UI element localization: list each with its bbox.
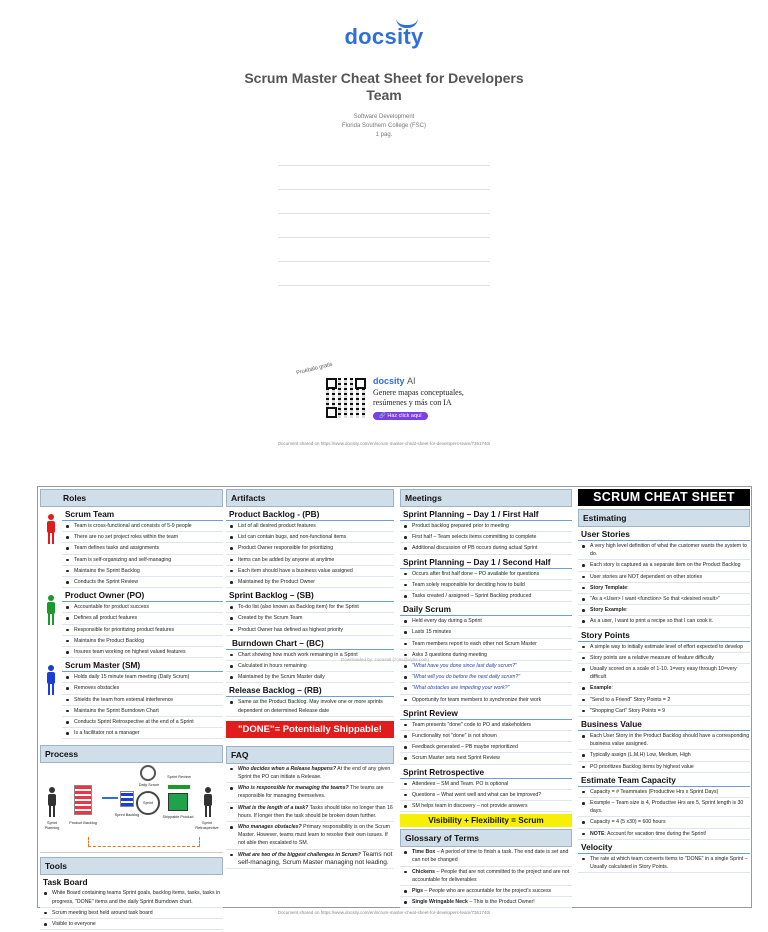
label-daily-scrum: Daily Scrum [138,783,160,788]
logo-text: docsity [344,24,424,49]
list-item: PO prioritizes Backlog items by highest value [578,762,750,773]
divider-line [278,165,490,166]
glossary-item: Single Wringable Neck – This is the Product Owner! [400,897,572,908]
sprint-review-title: Sprint Review [400,707,572,720]
daily-scrum-title: Daily Scrum [400,603,572,616]
list-item: "Send to a Friend" Story Points = 2 [578,695,750,706]
list-item: Lasts 15 minutes [400,627,572,638]
list-item: Feedback generated – PB maybe reprioritized [400,742,572,753]
artifacts-header: Artifacts [226,489,394,507]
sp2-title: Sprint Planning – Day 1 / Second Half [400,556,572,569]
list-item: There are no set project roles within the team [62,532,223,543]
meetings-column [400,489,572,907]
list-item: Team members report to each other not Scrum Master [400,639,572,650]
list-item: The rate at which team converts items to "DONE" in a single Sprint – Usually calculated in Story Points. [578,854,750,873]
glossary-list [400,847,572,908]
estimating-header: Estimating [578,509,750,527]
user-stories-list [578,541,750,628]
list-item: Product backlog prepared prior to meeting [400,521,572,532]
list-item: Story points are a relative measure of feature difficulty [578,653,750,664]
list-item: Example: [578,683,750,694]
velocity-title: Velocity [578,841,750,854]
list-item: Asks 3 questions during meeting [400,650,572,661]
label-shippable-product: Shippable Product [162,815,194,820]
process-header: Process [40,745,223,763]
question-item: "What have you done since last daily scrum?" [400,661,572,672]
list-item: White Board containing teams Sprint goals, backlog items, tasks, tasks in progress, "DONE" items and the daily Sprint Burndown chart. [40,888,223,907]
list-item: Visible to everyone [40,919,223,930]
list-item: Story Example: [578,605,750,616]
red-person-icon [45,514,57,544]
list-item: Conducts Sprint Retrospective at the end of a Sprint [62,717,223,728]
sb-title: Sprint Backlog – (SB) [226,589,394,602]
arrow-icon [102,797,118,799]
po-list [62,602,223,658]
list-item: To-do list (also known as Backlog item) for the Sprint [226,602,394,613]
label-sprint-backlog: Sprint Backlog [114,813,140,818]
list-item: A simple way to initially estimate level of effort expected to develop [578,642,750,653]
sm-list [62,672,223,739]
rb-list [226,697,394,716]
sp1-title: Sprint Planning – Day 1 / First Half [400,508,572,521]
retrospective-title: Sprint Retrospective [400,766,572,779]
estimating-column [578,489,750,907]
process-diagram [40,763,223,853]
po-title: Product Owner (PO) [62,589,223,602]
list-item: Functionality not "done" is not shown [400,731,572,742]
feedback-loop-arrow [88,837,200,847]
list-item: Maintained by the Product Owner [226,577,394,588]
list-item: Example – Team size is 4, Productive Hrs are 5, Sprint length is 30 days. [578,798,750,817]
scrum-team-list [62,521,223,588]
list-item: Each story is captured as a separate item on the Product Backlog [578,560,750,571]
visibility-flexibility-banner: Visibility + Flexibility = Scrum [400,814,572,827]
document-title: Scrum Master Cheat Sheet for Developers Team [244,70,524,103]
roles-header: Roles [40,489,223,507]
list-item: Held every day during a Sprint [400,616,572,627]
list-item: Chart showing how much work remaining in a Sprint [226,650,394,661]
team-capacity-list [578,787,750,840]
pb-title: Product Backlog - (PB) [226,508,394,521]
review-bar [168,785,190,789]
qr-code-icon[interactable] [326,378,366,418]
person-icon [202,787,214,817]
promo-cta-button[interactable]: 🔗 Haz click aquí [373,412,428,420]
list-item: Occurs after first half done – PO available for questions [400,569,572,580]
faq-item: What is the length of a task? Tasks should take no longer than 16 hours. If longer then the task should be broken down further. [226,803,394,822]
scrum-team-section [40,508,223,588]
sm-title: Scrum Master (SM) [62,659,223,672]
roles-column [40,489,223,928]
shippable-product-box [168,793,188,811]
list-item: Scrum Master sets next Sprint Review [400,753,572,764]
meta-subject: Software Development [353,114,415,120]
tools-header: Tools [40,857,223,875]
list-item: Holds daily 15 minute team meeting (Daily Scrum) [62,672,223,683]
meta-school: Florida Southern College (FSC) [341,123,427,129]
promo-tag: Pruébalo gratis [295,361,334,377]
task-board-title: Task Board [43,877,88,888]
shared-notice-bottom[interactable]: Document shared on https://www.docsity.com/en/scrum-master-cheat-sheet-for-developers-team/7361740/ [277,910,491,915]
list-item: A very high level definition of what the customer wants the system to do. [578,541,750,560]
business-value-title: Business Value [578,718,750,731]
list-item: Scrum meeting best held around task board [40,908,223,919]
list-item: Created by the Scrum Team [226,613,394,624]
list-item: Questions – What went well and what can be improved? [400,790,572,801]
user-stories-title: User Stories [578,528,750,541]
list-item: Shields the team from external interference [62,695,223,706]
list-item: Conducts the Sprint Review [62,577,223,588]
daily-scrum-after [400,695,572,706]
list-item: Story Template: [578,583,750,594]
list-item: User stories are NOT dependent on other stories [578,572,750,583]
daily-scrum-cycle-icon [140,765,156,781]
list-item: List can contain bugs, and non-functional items [226,532,394,543]
list-item: "Shopping Cart" Story Points = 9 [578,706,750,717]
sprint-review-list [400,720,572,765]
list-item: "As a <User> I want <function> So that <desired result>" [578,594,750,605]
faq-item: Who manages obstacles? Primary responsibility is on the Scrum Master. However, teams must learn to resolve their own issues. If not able then escalated to SM. [226,822,394,850]
list-item: As a user, I want to print a recipe so that I can cook it. [578,616,750,627]
list-item: Is a facilitator not a manager [62,728,223,739]
team-capacity-title: Estimate Team Capacity [578,774,750,787]
meta-pages: 1 pag. [375,132,393,138]
list-item: Product Owner responsible for prioritizing [226,543,394,554]
rb-title: Release Backlog – (RB) [226,684,394,697]
product-owner-section [40,589,223,658]
list-item: Insures team working on highest valued features [62,647,223,658]
green-person-icon [45,595,57,625]
story-points-title: Story Points [578,629,750,642]
list-item: NOTE: Account for vacation time during the Sprint! [578,829,750,840]
bc-list [226,650,394,684]
list-item: Team defines tasks and assignments [62,543,223,554]
label-sprint-planning: Sprint Planning [44,821,60,831]
list-item: Each item should have a business value assigned [226,566,394,577]
list-item: Defines all product features [62,613,223,624]
glossary-item: Time Box – A period of time to finish a task. The end date is set and can not be changed [400,847,572,866]
daily-scrum-questions [400,661,572,695]
done-banner: "DONE"= Potentially Shippable! [226,721,394,738]
list-item: Usually scored on a scale of 1-10. 1=very easy through 10=very difficult [578,664,750,683]
list-item: Maintains the Product Backlog [62,636,223,647]
list-item: Items can be added by anyone at anytime [226,555,394,566]
list-item: Responsible for prioritizing product features [62,625,223,636]
sp1-list [400,521,572,555]
scrum-master-section [40,659,223,739]
blue-person-icon [45,665,57,695]
question-item: "What will you do before the next daily scrum?" [400,672,572,683]
glossary-header: Glossary of Terms [400,829,572,847]
scrum-cheat-sheet-banner: SCRUM CHEAT SHEET [578,489,750,506]
list-item: List of all desired product features [226,521,394,532]
faq-list [226,764,394,869]
list-item: First half – Team selects items committing to complete [400,532,572,543]
list-item: Tasks created / assigned – Sprint Backlog produced [400,591,572,602]
promo-text: Genere mapas conceptuales, resúmenes y más con IA [373,388,464,407]
scrum-team-title: Scrum Team [62,508,223,521]
list-item: Attendees – SM and Team. PO is optional [400,779,572,790]
sb-list [226,602,394,636]
business-value-list [578,731,750,773]
meetings-header: Meetings [400,489,572,507]
person-icon [46,787,58,817]
list-item: Each User Story in the Product Backlog should have a corresponding business value assigned. [578,731,750,750]
question-item: "What obstacles are impeding your work?" [400,683,572,694]
list-item: Opportunity for team members to synchronize their work [400,695,572,706]
label-sprint-retrospective: Sprint Retrospective [195,821,219,831]
divider-line [278,261,490,262]
ai-promo [295,361,486,426]
list-item: Maintained by the Scrum Master daily [226,672,394,683]
list-item: Removes obstacles [62,683,223,694]
list-item: Maintains the Sprint Burndown Chart [62,706,223,717]
pb-list [226,521,394,588]
velocity-list [578,854,750,873]
list-item: Team is cross-functional and consists of 5-9 people [62,521,223,532]
faq-item: Who decides when a Release happens? At the end of any given Sprint the PO can initiate a Release. [226,764,394,783]
shared-notice[interactable]: Document shared on https://www.docsity.com/en/scrum-master-cheat-sheet-for-developers-team/7361740/ [277,441,491,446]
faq-header: FAQ [226,746,394,764]
list-item: Additional discussion of PB occurs during actual Sprint [400,543,572,554]
list-item: Same as the Product Backlog. May involve one or more sprints dependent on determined Release date [226,697,394,716]
bc-title: Burndown Chart – (BC) [226,637,394,650]
list-item: Team solely responsible for deciding how to build [400,580,572,591]
list-item: Team presents "done" code to PO and stakeholders [400,720,572,731]
list-item: Maintains the Sprint Backlog [62,566,223,577]
sprint-backlog-stack [120,791,134,807]
sp2-list [400,569,572,603]
divider-line [278,213,490,214]
label-sprint-review: Sprint Review [167,775,191,780]
list-item: Capacity = # Teammates (Productive Hrs x Sprint Days) [578,787,750,798]
daily-scrum-list [400,616,572,661]
artifacts-column [226,489,394,907]
product-backlog-stack [74,785,92,815]
list-item: Accountable for product success [62,602,223,613]
retrospective-list [400,779,572,813]
download-watermark: Downloaded by: zoeastel (zoes@vyba.com) [341,657,429,662]
glossary-item: Pigs – People who are accountable for the project's success [400,886,572,897]
list-item: Product Owner has defined as highest priority [226,625,394,636]
faq-item: Who is responsible for managing the teams? The teams are responsible for managing themselves. [226,783,394,802]
list-item: Typically assign (L,M,H) Low, Medium, High [578,750,750,761]
glossary-item: Chickens – People that are not committed to the project and are not accountable for deliverables [400,867,572,886]
docsity-logo[interactable] [330,24,438,50]
list-item: Capacity = 4 (5 x30) = 600 hours [578,817,750,828]
divider-line [278,189,490,190]
divider-line [278,285,490,286]
list-item: Team is self-organizing and self-managing [62,555,223,566]
promo-brand: docsity AI [373,376,416,386]
list-item: Calculated in hours remaining [226,661,394,672]
list-item: SM helps team in discovery – not provide answers [400,801,572,812]
document-meta [234,113,534,140]
faq-item: What are two of the biggest challenges in Scrum? Teams not self-managing, Scrum Master managing not leading. [226,850,394,869]
label-sprint: Sprint [143,801,153,806]
story-points-list [578,642,750,717]
divider-line [278,237,490,238]
label-product-backlog: Product Backlog [69,821,97,826]
